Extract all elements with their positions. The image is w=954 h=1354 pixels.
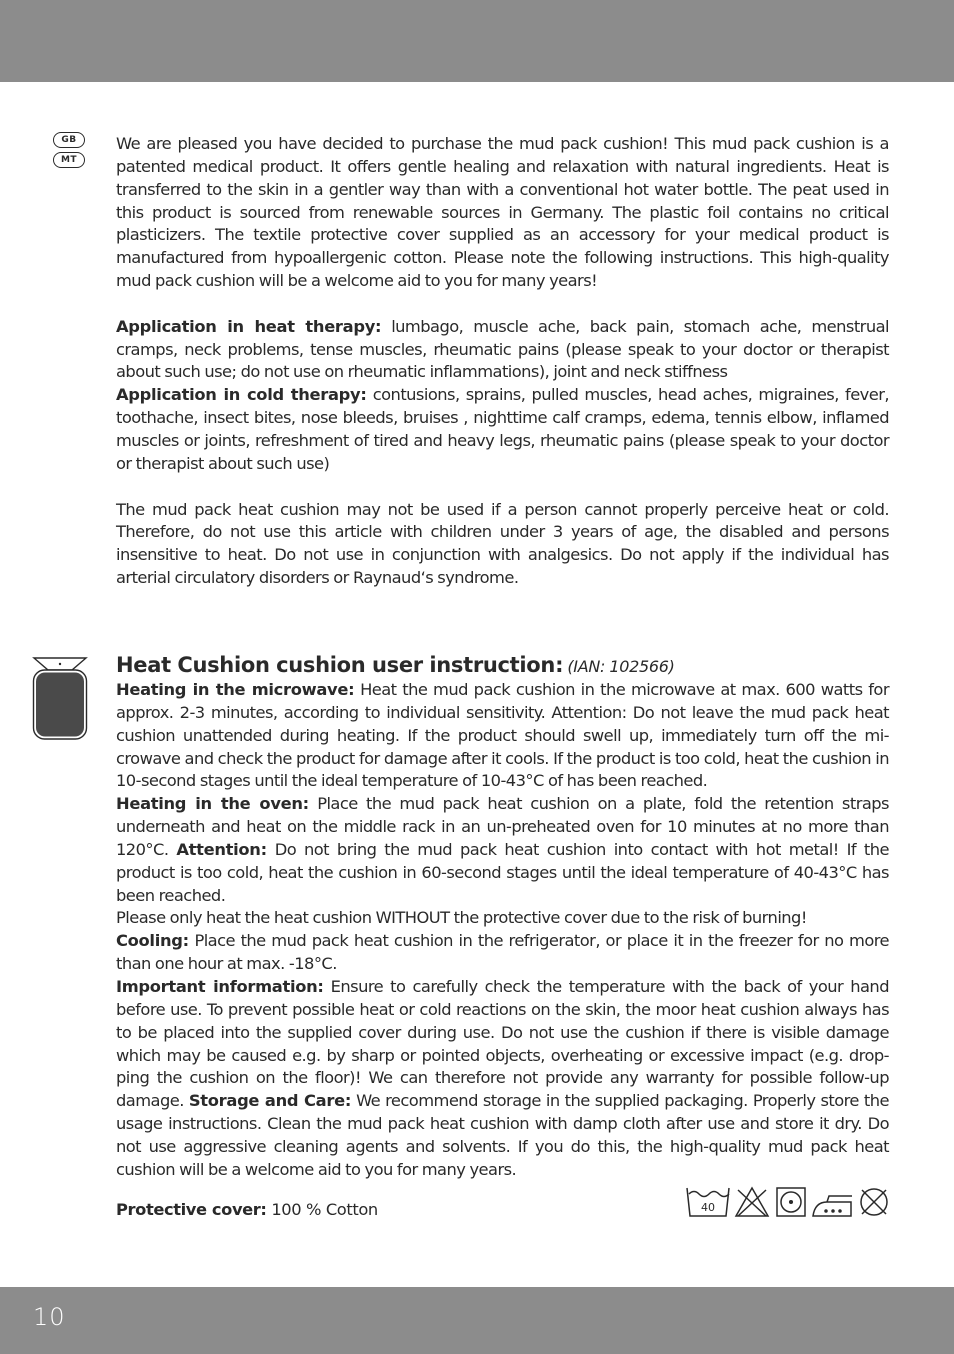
instruction-heading-line <box>116 651 889 679</box>
heat-therapy-label: Application in heat therapy: <box>116 316 382 336</box>
important-label: Important information: <box>116 976 324 996</box>
protective-cover-label: Protective cover: <box>116 1200 267 1219</box>
oven-text: Place the mud pack heat cushion on a plate, fold the retention straps underneath and heat on the middle rack in an un-preheated oven for 10 minutes at no more than 120°C. <box>116 794 889 859</box>
intro-paragraph: We are pleased you have decided to purchase the mud pack cushion! This mud pack cushion is a patented medical product. It offers gentle healing and relaxation with natural ingredients. Heat is transferred to the skin in a gentler way than with a conventional hot water bottle. The peat used in this product is sourced from renewable sources in Germany. The plastic foil contains no critical plasticizers. The textile protective cover supplied as an accessory for your medical product is manufactured from hypoallergenic cotton. Please note the following instructions. This high-quality mud pack cushion will be a welcome aid to you for many years! <box>116 134 889 291</box>
wash-temperature: 40 <box>701 1201 715 1214</box>
cushion-icon <box>32 656 88 742</box>
cold-therapy-paragraph <box>116 384 889 475</box>
important-paragraph <box>116 976 889 1182</box>
attention-label: Attention: <box>176 839 267 859</box>
heat-therapy-paragraph <box>116 316 889 385</box>
no-bleach-icon <box>736 1188 768 1216</box>
storage-label: Storage and Care: <box>188 1091 352 1111</box>
oven-paragraph <box>116 793 889 907</box>
language-badge-mt: MT <box>53 152 85 168</box>
intro-section <box>116 133 889 590</box>
page-number: 10 <box>33 1303 66 1331</box>
iron-icon <box>813 1196 852 1216</box>
cold-therapy-label: Application in cold therapy: <box>116 385 367 405</box>
language-badges <box>53 132 87 172</box>
header-bar <box>0 0 954 82</box>
care-symbols <box>686 1185 891 1219</box>
no-dry-clean-icon <box>861 1189 887 1215</box>
protective-cover-value: 100 % Cotton <box>266 1200 378 1219</box>
heat-therapy-text: lumbago, muscle ache, back pain, stomach ache, menstrual cramps, neck problems, tense muscles, rheumatic pains (please speak to your doctor or therapist about such use; do not use on rheumatic inflammations), joint and neck stiffness <box>116 316 889 382</box>
cooling-paragraph <box>116 930 889 976</box>
footer-bar <box>0 1287 954 1354</box>
instruction-title: Heat Cushion cushion user instruction: <box>116 653 564 677</box>
oven-label: Heating in the oven: <box>116 794 309 814</box>
language-badge-gb: GB <box>53 132 85 148</box>
protective-cover-line <box>116 1200 378 1219</box>
cover-warning: Please only heat the heat cushion WITHOUT the protective cover due to the risk of burning! <box>116 908 807 928</box>
tumble-dry-icon <box>777 1188 805 1216</box>
microwave-paragraph <box>116 679 889 793</box>
important-text: Ensure to carefully check the temperature with the back of your hand before use. To prevent possible heat or cold reactions on the skin, the moor heat cushion always has to be placed into the supplied cover during use. Do not use the cushion if there is visible damage which may be caused e.g. by sharp or pointed objects, overheating or excessive impact (e.g. drop-ping the cushion on the floor)! We can therefore not provide any warranty for possible follow-up damage. <box>116 976 889 1111</box>
cooling-label: Cooling: <box>116 931 189 951</box>
contraindications-paragraph: The mud pack heat cushion may not be used if a person cannot properly perceive heat or cold. Therefore, do not use this article with children under 3 years of age, the disabled and persons insensitive to heat. Do not use in conjunction with analgesics. Do not apply if the individual has arterial circulatory disorders or Raynaud‘s syndrome. <box>116 499 889 588</box>
instruction-section <box>116 651 889 1182</box>
microwave-label: Heating in the microwave: <box>116 680 355 699</box>
storage-text: We recommend storage in the supplied packaging. Properly store the usage instructions. Clean the mud pack heat cushion with damp cloth after use and store it dry. Do not use aggressive cleaning agents and solvents. If you do this, the high-quality mud pack heat cushion will be a welcome aid to you for many years. <box>116 1091 889 1179</box>
microwave-text: Heat the mud pack cushion in the microwave at max. 600 watts for approx. 2-3 minutes, according to individual sensitivity. Attention: Do not leave the mud pack heat cushion unattended during heating. If the product should swell up, immediately turn off the mi-crowave and check the product for damage after it cools. If the product is too cold, heat the cushion in 10-second stages until the ideal temperature of 10-43°C of has been reached. <box>116 680 889 791</box>
ian-number: (IAN: 102566) <box>567 657 675 676</box>
cooling-text: Place the mud pack heat cushion in the refrigerator, or place it in the freezer for no more than one hour at max. -18°C. <box>116 931 889 974</box>
cold-therapy-text: contusions, sprains, pulled muscles, head aches, migraines, fever, toothache, insect bites, nose bleeds, bruises , nighttime calf cramps, edema, tennis elbow, inflamed muscles or joints, refreshment of tired and heavy legs, rheumatic pains (please speak to your doctor or therapist about such use) <box>116 385 889 473</box>
attention-text: Do not bring the mud pack heat cushion into contact with hot metal! If the product is too cold, heat the cushion in 60-second stages until the ideal temperature of 40-43°C has been reached. <box>116 839 889 905</box>
